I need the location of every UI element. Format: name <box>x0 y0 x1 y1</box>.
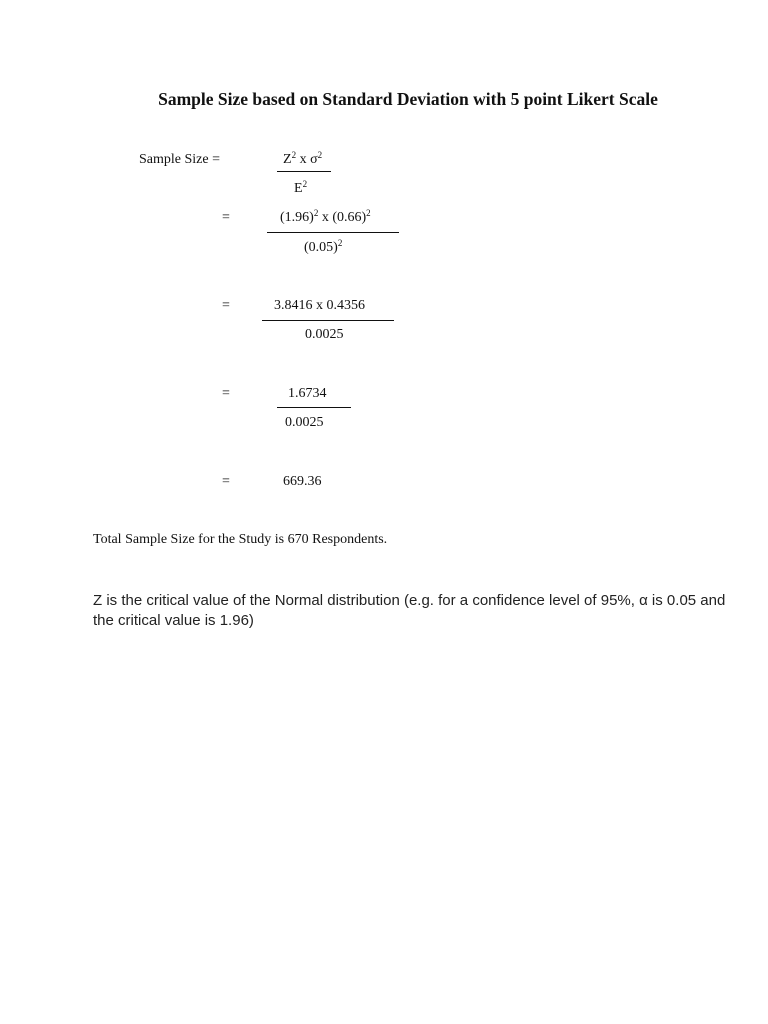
formula-step4-numerator: 1.6734 <box>288 386 327 401</box>
conclusion-text: Total Sample Size for the Study is 670 Respondents. <box>93 532 388 547</box>
z-definition-note: Z is the critical value of the Normal distribution (e.g. for a confidence level of 95%, α is 0.05 and the critical value is 1.96) <box>93 592 726 629</box>
formula-result: 669.36 <box>283 474 322 489</box>
formula-step1-numerator: $Z^2$ x $\sigma^2$ <box>283 150 323 167</box>
fraction-bar-3 <box>262 320 394 321</box>
sample-size-label: Sample Size = <box>139 152 220 167</box>
formula-step4-denominator: 0.0025 <box>285 415 324 430</box>
formula-step1-denominator: $E^2$ <box>294 179 308 196</box>
document-title: Sample Size based on Standard Deviation with 5 point Likert Scale <box>158 89 658 109</box>
formula-step2-denominator: $(0.05)^2$ <box>304 238 343 255</box>
equals-sign-5: = <box>222 474 230 489</box>
formula-step3-denominator: 0.0025 <box>305 327 344 342</box>
equals-sign-3: = <box>222 298 230 313</box>
formula-step2-numerator: $(1.96)^2$ x $(0.66)^2$ <box>280 208 371 225</box>
equals-sign-2: = <box>222 210 230 225</box>
fraction-bar-2 <box>267 232 399 233</box>
fraction-bar-4 <box>277 407 351 408</box>
formula-step3-numerator: 3.8416 x 0.4356 <box>274 298 365 313</box>
fraction-bar-1 <box>277 171 331 172</box>
equals-sign-4: = <box>222 386 230 401</box>
